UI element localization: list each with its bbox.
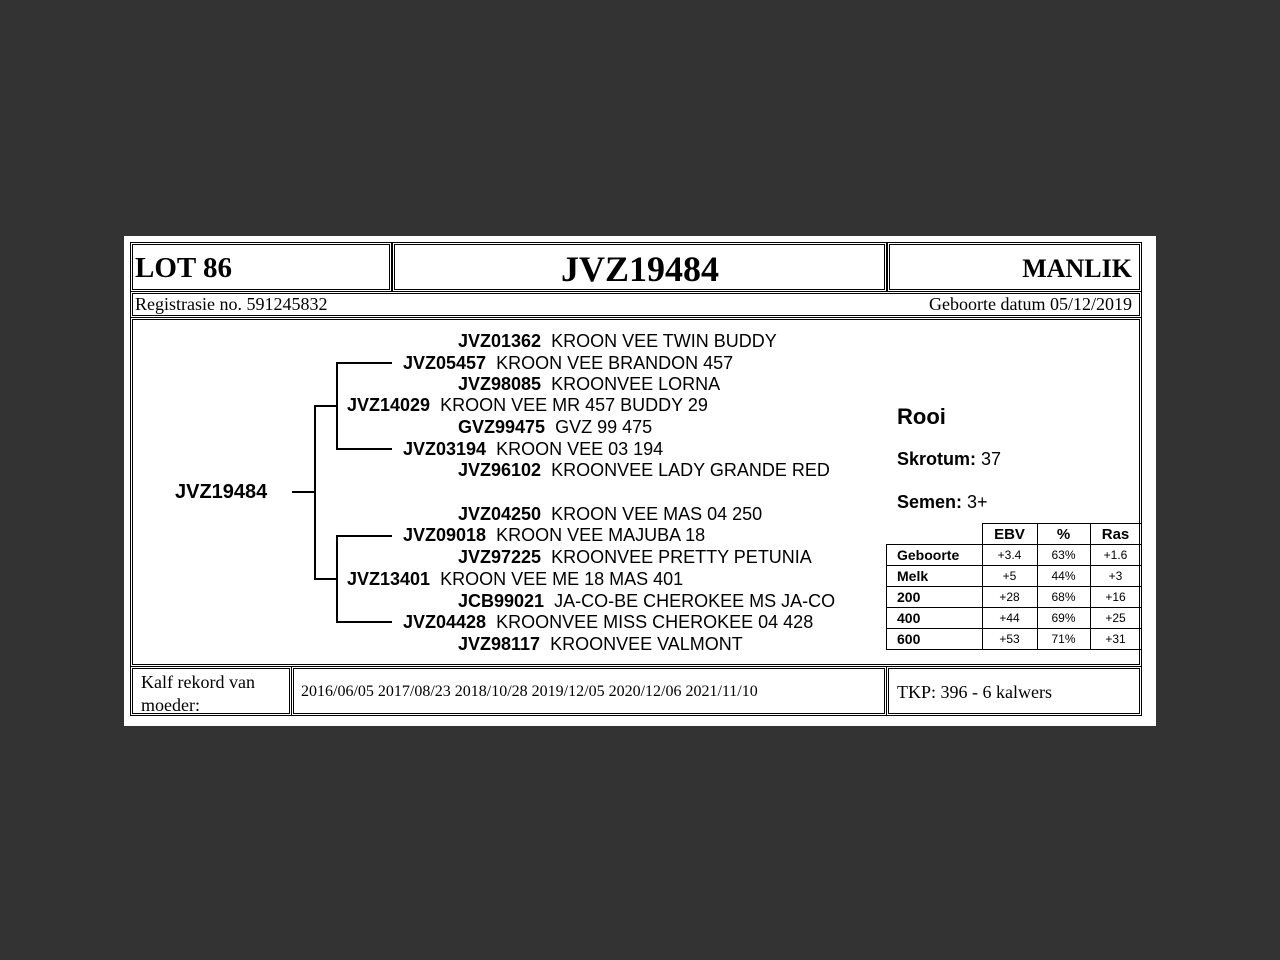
pedigree-sire-dam-sire: GVZ99475 GVZ 99 475	[458, 417, 653, 437]
ebv-table	[886, 523, 1142, 650]
pedigree-dam-dam-dam: JVZ98117 KROONVEE VALMONT	[458, 634, 743, 654]
ebv-header-ras: Ras	[1090, 524, 1141, 545]
ebv-header-row	[887, 524, 1142, 545]
ebv-accuracy: 44%	[1037, 566, 1090, 587]
pedigree-line	[336, 362, 338, 449]
pedigree-sire-sire: JVZ05457 KROON VEE BRANDON 457	[403, 353, 734, 373]
pedigree-line	[314, 578, 336, 580]
birth-date: Geboorte datum 05/12/2019	[929, 294, 1132, 314]
pedigree-line	[314, 405, 336, 407]
pedigree-line	[314, 405, 316, 579]
semen-grade: Semen: 3+	[897, 492, 988, 512]
ebv-row-label: Geboorte	[887, 545, 983, 566]
ebv-breed-average: +3	[1090, 566, 1141, 587]
calf-record-dates: 2016/06/05 2017/08/23 2018/10/28 2019/12/05 2020/12/06 2021/11/10	[301, 683, 758, 700]
pedigree-sire: JVZ14029 KROON VEE MR 457 BUDDY 29	[347, 395, 708, 415]
pedigree-dam-sire-sire: JVZ04250 KROON VEE MAS 04 250	[458, 504, 763, 524]
pedigree-line	[336, 362, 392, 364]
pedigree-sire-dam-dam: JVZ96102 KROONVEE LADY GRANDE RED	[458, 460, 830, 480]
table-row	[887, 629, 1142, 650]
ebv-header-ebv: EBV	[982, 524, 1037, 545]
ebv-value: +3.4	[982, 545, 1037, 566]
pedigree-dam-dam-sire: JCB99021 JA-CO-BE CHEROKEE MS JA-CO	[458, 591, 836, 611]
ebv-accuracy: 68%	[1037, 587, 1090, 608]
ebv-breed-average: +25	[1090, 608, 1141, 629]
ebv-accuracy: 69%	[1037, 608, 1090, 629]
ebv-accuracy: 71%	[1037, 629, 1090, 650]
ebv-row-label: 200	[887, 587, 983, 608]
pedigree-sire-dam: JVZ03194 KROON VEE 03 194	[403, 439, 664, 459]
ebv-value: +44	[982, 608, 1037, 629]
pedigree-line	[292, 491, 314, 493]
bull-id-title: JVZ19484	[560, 249, 719, 289]
ebv-row-label: 400	[887, 608, 983, 629]
table-row	[887, 566, 1142, 587]
pedigree-sire-sire-sire: JVZ01362 KROON VEE TWIN BUDDY	[458, 331, 777, 351]
table-row	[887, 608, 1142, 629]
sex-label: MANLIK	[1022, 254, 1132, 283]
ebv-accuracy: 63%	[1037, 545, 1090, 566]
table-row	[887, 545, 1142, 566]
pedigree-dam-sire: JVZ09018 KROON VEE MAJUBA 18	[403, 525, 706, 545]
ebv-value: +5	[982, 566, 1037, 587]
pedigree-animal: JVZ19484	[175, 481, 268, 503]
lot-number: LOT 86	[135, 252, 232, 284]
ebv-value: +28	[982, 587, 1037, 608]
pedigree-line	[336, 535, 338, 623]
pedigree-line	[336, 448, 392, 450]
registration-number: Registrasie no. 591245832	[135, 294, 328, 314]
ebv-breed-average: +31	[1090, 629, 1141, 650]
pedigree-line	[336, 621, 392, 623]
tkp-summary: TKP: 396 - 6 kalwers	[897, 682, 1052, 702]
ebv-value: +53	[982, 629, 1037, 650]
ebv-row-label: Melk	[887, 566, 983, 587]
ebv-header-pct: %	[1037, 524, 1090, 545]
pedigree-dam-sire-dam: JVZ97225 KROONVEE PRETTY PETUNIA	[458, 547, 812, 567]
ebv-breed-average: +16	[1090, 587, 1141, 608]
pedigree-dam-dam: JVZ04428 KROONVEE MISS CHEROKEE 04 428	[403, 612, 814, 632]
table-row	[887, 587, 1142, 608]
calf-record-label: Kalf rekord van moeder:	[141, 672, 255, 715]
pedigree-sire-sire-dam: JVZ98085 KROONVEE LORNA	[458, 374, 721, 394]
ebv-breed-average: +1.6	[1090, 545, 1141, 566]
scrotum-measurement: Skrotum: 37	[897, 449, 1002, 469]
lot-card	[124, 236, 1156, 726]
pedigree-dam: JVZ13401 KROON VEE ME 18 MAS 401	[347, 569, 684, 589]
ebv-header-blank	[887, 524, 983, 545]
color-label: Rooi	[897, 404, 946, 429]
pedigree-line	[336, 535, 392, 537]
ebv-row-label: 600	[887, 629, 983, 650]
